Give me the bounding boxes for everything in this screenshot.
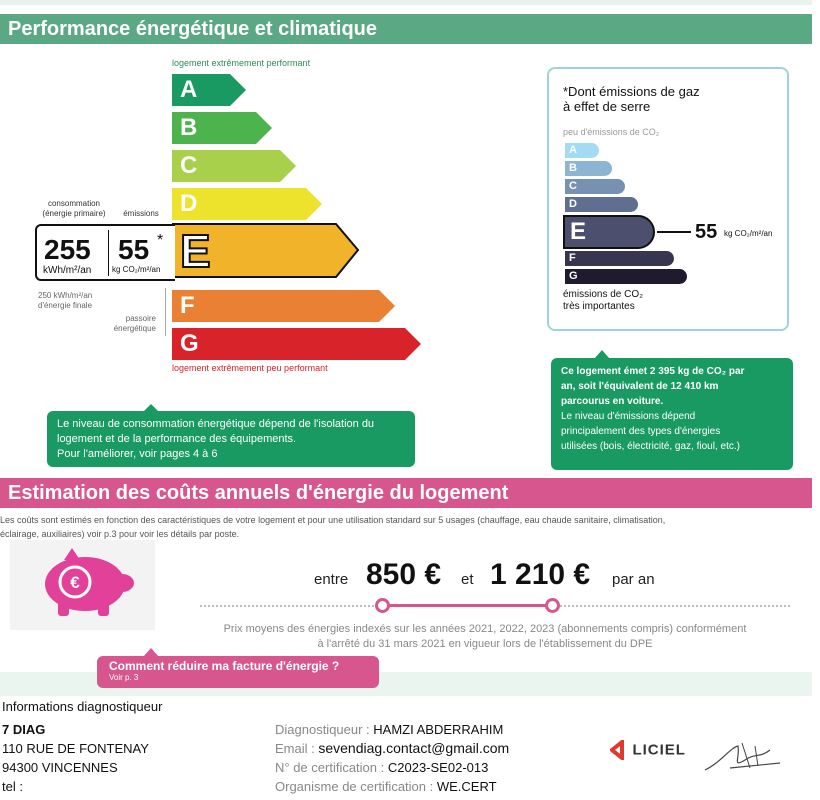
section-header-costs xyxy=(0,478,812,508)
liciel-logo: LICIEL xyxy=(610,740,686,760)
scale-bottom-caption: logement extrêmement peu performant xyxy=(172,363,328,373)
diag-details: Diagnostiqueur : HAMZI ABDERRAHIM Email : sevendiag.contact@gmail.com N° de certification : C2023-SE02-013 Organisme de certification : WE.CERT xyxy=(275,722,510,794)
ges-bar-C: C xyxy=(565,179,625,194)
class-letter-D: D xyxy=(180,190,198,217)
ges-bar-A: A xyxy=(565,143,599,158)
top-rule xyxy=(0,0,812,5)
class-letter-A: A xyxy=(180,76,198,103)
ges-value: 55 xyxy=(695,221,718,243)
cost-low-marker xyxy=(375,598,390,613)
class-letter-G: G xyxy=(180,330,199,357)
diag-email: sevendiag.contact@gmail.com xyxy=(318,740,510,756)
cost-low: 850 € xyxy=(366,558,442,591)
cost-high: 1 210 € xyxy=(490,558,591,591)
ges-bar-B: B xyxy=(565,161,612,176)
reduce-bill-link[interactable]: Comment réduire ma facture d'énergie ? Voir p. 3 xyxy=(97,656,379,688)
section-header-performance xyxy=(0,14,812,44)
ges-top-caption: peu d'émissions de CO₂ xyxy=(563,127,660,137)
consumption-unit: kWh/m²/an xyxy=(43,265,92,276)
callout-consumption: Le niveau de consommation énergétique dépend de l'isolation du logement et de la performance des équipements. Pour l'améliorer, voir pages 4 à 6 xyxy=(47,411,415,467)
final-energy-note: 250 kWh/m²/an d'énergie finale xyxy=(38,291,93,310)
scale-top-caption: logement extrêmement performant xyxy=(172,58,311,68)
emission-value: 55 xyxy=(118,234,150,265)
callout-emissions: Ce logement émet 2 395 kg de CO₂ par an, soit l'équivalent de 12 410 km parcourus en voiture. Le niveau d'émissions dépend principalement des types d'énergies utilisées (bois, électricité, gaz, fioul, etc.) xyxy=(551,358,793,470)
liciel-logo-icon xyxy=(610,740,628,760)
cost-range-bar xyxy=(383,604,553,607)
section-title: Performance énergétique et climatique xyxy=(8,18,378,40)
piggy-bank-icon xyxy=(30,548,140,618)
diag-cert: C2023-SE02-013 xyxy=(387,760,489,775)
callout-right-pointer xyxy=(594,350,610,359)
cost-per-year: par an xyxy=(612,571,655,588)
ges-pointer xyxy=(657,231,691,233)
emission-star: * xyxy=(157,232,164,249)
passoire-label: passoire énergétique xyxy=(113,314,156,333)
cost-high-marker xyxy=(545,598,560,613)
ges-bar-G: G xyxy=(565,269,687,284)
ges-unit: kg CO₂/m²/an xyxy=(724,229,773,238)
ges-bottom-caption: émissions de CO₂ très importantes xyxy=(563,289,644,312)
signature-icon xyxy=(700,738,790,778)
ges-bar-E-current: E xyxy=(563,215,655,249)
class-letter-B: B xyxy=(180,114,198,141)
ges-bar-F: F xyxy=(565,251,674,266)
passoire-bracket xyxy=(165,288,166,336)
class-letter-C: C xyxy=(180,152,198,179)
cost-and: et xyxy=(461,571,474,588)
consumption-value: 255 xyxy=(44,234,91,265)
diag-section-label: Informations diagnostiqueur xyxy=(2,699,163,714)
ges-title: *Dont émissions de gaz à effet de serre xyxy=(563,84,700,114)
callout-left-pointer xyxy=(143,404,159,412)
emissions-label: émissions xyxy=(123,209,159,218)
diag-name: HAMZI ABDERRAHIM xyxy=(373,722,504,737)
class-letter-F: F xyxy=(180,292,195,319)
cost-between: entre xyxy=(314,571,349,588)
cost-description: Les coûts sont estimés en fonction des caractéristiques de votre logement et pour une utilisation standard sur 5 usages (chauffage, eau chaude sanitaire, climatisation, éclairage, auxiliaires) voir p.3 pour voir les détails par poste. xyxy=(0,515,666,539)
class-letter-E-current: E xyxy=(180,225,211,277)
diag-org: WE.CERT xyxy=(436,779,497,794)
section-title-costs: Estimation des coûts annuels d'énergie du logement xyxy=(8,482,509,504)
svg-text:€: € xyxy=(70,573,80,592)
consumption-label: consommation (énergie primaire) xyxy=(42,199,106,218)
ges-bar-D: D xyxy=(565,197,638,212)
emission-unit: kg CO₂/m²/an xyxy=(112,265,161,274)
price-note: Prix moyens des énergies indexés sur les années 2021, 2022, 2023 (abonnements compris) conformément à l'arrêté du 31 mars 2021 en vigueur lors de l'établissement du DPE xyxy=(223,623,747,650)
consumption-divider xyxy=(108,230,109,276)
diag-company-block: 7 DIAG 110 RUE DE FONTENAY 94300 VINCENNES tel : xyxy=(2,722,149,794)
